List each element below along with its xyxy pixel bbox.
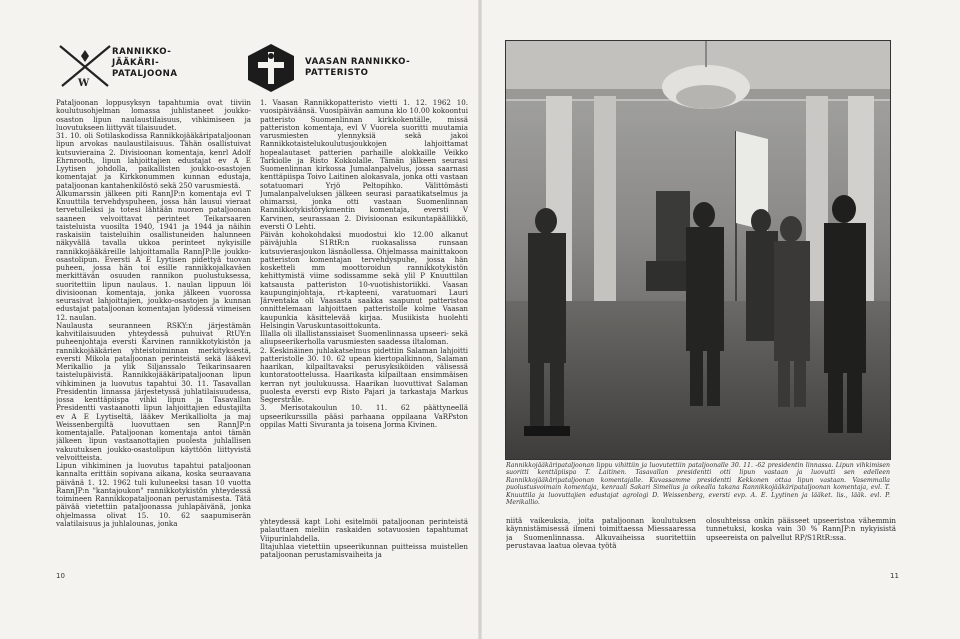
right-column-text-2: olosuhteissa onkin päässeet upseeristoa vähemmin tunnetuksi, koska vain 30 % RannJP:n nykyisistä upseereista on palvellut RP/S1RtR:ssa.	[706, 517, 896, 542]
left-page-bottom-text: yhteydessä kapt Lohi esitelmöi pataljoonan perinteistä palauttaen mieliin raskaiden sotavuosien tapahtumat Viipurinlahdella. Iltajuhlaa vietettiin upseerikunnan puitteissa muistellen pataljoonan perustamisvaiheita ja	[260, 518, 468, 559]
photo-caption: Rannikkojääkäripataljoonan lippu vihittiin ja luovutettiin pataljoonalle 30. 11. -62 presidentin linnassa. Lipun vihkimisen suoritti kenttäpiispa T. Laitinen. Tasavallan presidentti otti lipun vastaan ja luovutti sen edelleen Rannikkojääkäripataljoonan komentajalle. Kuvassamme presidentti Kekkonen ottaa lipun vastaan. Vasemmalla puolustusvoimain komentaja, kenraali Sakari Simelius ja oikealla takana Rannikkojääkäripataljoonan komentaja, evl. T. Knuuttila ja luovuttajien edustajat agrologi D. Weissenberg, eversti evp. A. E. Lyytinen ja lääket. lis., lääk. evl. P. Merikallio.	[506, 462, 890, 507]
svg-text:W: W	[78, 78, 90, 89]
middle-column-text: 1. Vaasan Rannikkopatteristo vietti 1. 12. 1962 10. vuosipäiväänsä. Vuosipäivän aamuna klo 10.00 kokoontui patteristo Suomenlinnan kirkkokentälle, missä patteriston komentaja, evl V Vuorela suoritti muutamia varusmiesten ylennyksiä sekä jakoi Rannikkotaistelukoulutusjoukkojen lahjoittamat hopealautaset patterien parhaille alokkaille Veikko Tarkiolle ja Risto Kokkolalle. Tämän jälkeen seurasi Suomenlinnan kirkossa Jumalanpalvelus, jossa saarnasi kenttäpiispa Toivo Laitinen alokasvala, jonka otti vastaan sotatuomari Yrjö Peltopihko. Välittömästi Jumalanpalveluksen jälkeen seurasi paraatikatselmus ja ohimarssi, jonka otti vastaan Suomenlinnan Rannikkotykistörykmentin komentaja, eversti V Karvinen, seurassaan 2. Divisioonan esikuntapäällikkö, eversti O Lehti. Päivän kohokohdaksi muodostui klo 12.00 alkanut päiväjuhla S1RtR:n ruokasalissa runsaan kutsuvierasjoukon läsnäollessa. Ohjelmassa mainittakoon patteriston komentajan tervehdyspuhe, jossa hän kosketteli mm moottoroidun rannikkotykistön kehittymistä viime sodissamme sekä ylil P Knuuttilan katsausta patteriston 10-vuotishistoriikki. Vaasan kaupunginjohtaja, rt-kapteeni, varatuomari Lauri Järventaka oli Vaasasta saakka saapunut patteristoa onnittelemaan lahjoittaen patteristolle kolme Vaasan kaupunkia käsittelevää kirjaa. Musiikista huolehti Helsingin Varuskuntasoittokunta. Illalla oli illallistanssiaiset Suomenlinnassa upseeri- sekä aliupseerikerholla varusmiesten saadessa iltaloman. 2. Keskinäinen juhlakatselmus pidettiin Salaman lahjoitti patteristolle 30. 10. 62 upean kiertopalkinnon, Salaman haarikan, kilpailtavaksi perusyksiköiden välisessä kuntoratoottelussa. Haarikasta kilpailtaan ensimmäisen kerran nyt joulukuussa. Haarikan luovuttivat Salaman puolesta eversti evp Risto Pajari ja tarkastaja Markus Segerstråle. 3. Merisotakoulun 10. 11. 62 päättyneellä upseerikurssilla pääsi parhaana oppilaana VaRPston oppilas Matti Sivuranta ja toisena Jorma Kivinen.	[260, 99, 468, 429]
left-column-text: Pataljoonan loppusyksyn tapahtumia ovat tiiviin koulutusohjelman lomassa juhlistaneet joukko-osaston lipun naulaustilaisuus, vihkimiseen ja luovutukseen liittyvät tilaisuudet. 31. 10. oli Sotilaskodissa Rannikkojääkäripataljoonan lipun arvokas naulaustilaisuus. Tähän osallistuivat kutsuvieraina 2. Divisioonan komentaja, kenrl Adolf Ehrnrooth, lipun lahjoittajien edustajat ev A E Lyytisen johdolla, paikallisten joukko-osastojen komentajat ja Kirkkonummen kunnan edustaja, pataljoonan kantahenkilöstö sekä 250 varusmiestä. Alkumarssin jälkeen piti RannJP:n komentaja evl T Knuuttila tervehdyspuheen, jossa hän lausui vieraat tervetulleiksi ja totesi lähtään nuoren pataljoonan saaneen velvoittavat perinteet Teikarsaaren taisteluista vuosilta 1940, 1941 ja 1944 ja näihin raskaisiin taisteluihin osallistuneiden halunneen näkyvällä tavalla ukkoa perinteet nykyisille rannikkojääkäreille lahjoittamalla RannJP:lle joukko-osastolipun. Eversti A E Lyytisen pidettyä tuovan puheen, jossa hän toi esille rannikkojalkaväen merkittävän osuuden rannikon puolustuksessa, suoritettiin lipun naulaus. 1. naulan lippuun löi divisioonan komentaja, jonka jälkeen vuorossa seurasivat lahjoittajien, joukko-osastojen ja kunnan edustajat pataljoonan komentajan lyödessä viimeisen 12. naulan. Naulausta seuranneen RSKY:n järjestämän kahvitilaisuuden yhteydessä puhuivat RtUY:n puheenjohtaja eversti Karvinen rannikkotykistön ja rannikkojääkärien yhteistoiminnan merkityksestä, eversti Mikola pataljoonan perinteistä sekä lääkevl Merikallio ja ylik Siljanssalo Teikarinsaaren taistelupäivistä. Rannikkojääkäripataljoonan lipun vihkiminen ja luovutus tapahtui 30. 11. Tasavallan Presidentin linnassa järjestetyssä juhlatilaisuudessa, jossa kenttäpiispa vihki lipun ja Tasavallan Presidentti vastaanotti lipun lahjoittajien edustajilta ev A E Lyytiseltä, lääkev Merikalliolta ja maj Weissenbergiltä luovuttaen sen RannJP:n komentajalle. Pataljoonan komentaja antoi tämän jälkeen lipun vastaanottajien puolesta juhlallisen vakuutuksen joukko-osastolipun käyttöön liittyvistä velvoitteista. Lipun vihkiminen ja luovutus tapahtui pataljoonan kannalta erittäin sopivana aikana, koska seuraavana päivänä 1. 12. 1962 tuli kuluneeksi tasan 10 vuotta RannJP:n "kantajoukon" rannikkotykistön yhteydessä toimineen Rannikkopataljoonan perustamisesta. Tätä päivää vietettiin pataljoonassa juhlapäivänä, jonka ohjelmassa olivat 15. 10. 62 saapumiserän valatilaisuus ja juhlalounas, jonka	[56, 99, 251, 528]
cross-anchor-emblem-icon	[244, 42, 298, 94]
ceremony-photograph	[505, 40, 891, 460]
section-title-rannikkojaakaripataljoona: RANNIKKO- JÄÄKÄRI- PATALJOONA	[112, 47, 178, 79]
crossed-rifles-emblem-icon	[56, 42, 114, 94]
right-column-text-1: niitä vaikeuksia, joita pataljoonan koulutuksen käynnistämisessä ilmeni toimittaessa Miessaaressa ja Suomenlinnassa. Alkuvaiheissa suoritettiin perustavaa laatua olevaa työtä	[506, 517, 696, 550]
section-title-vaasan-rannikkopatteristo: VAASAN RANNIKKO- PATTERISTO	[305, 57, 411, 78]
page-number-left: 10	[56, 572, 65, 580]
page-number-right: 11	[890, 572, 899, 580]
ceremony-photo-image	[506, 41, 890, 459]
page-gutter	[478, 0, 482, 639]
